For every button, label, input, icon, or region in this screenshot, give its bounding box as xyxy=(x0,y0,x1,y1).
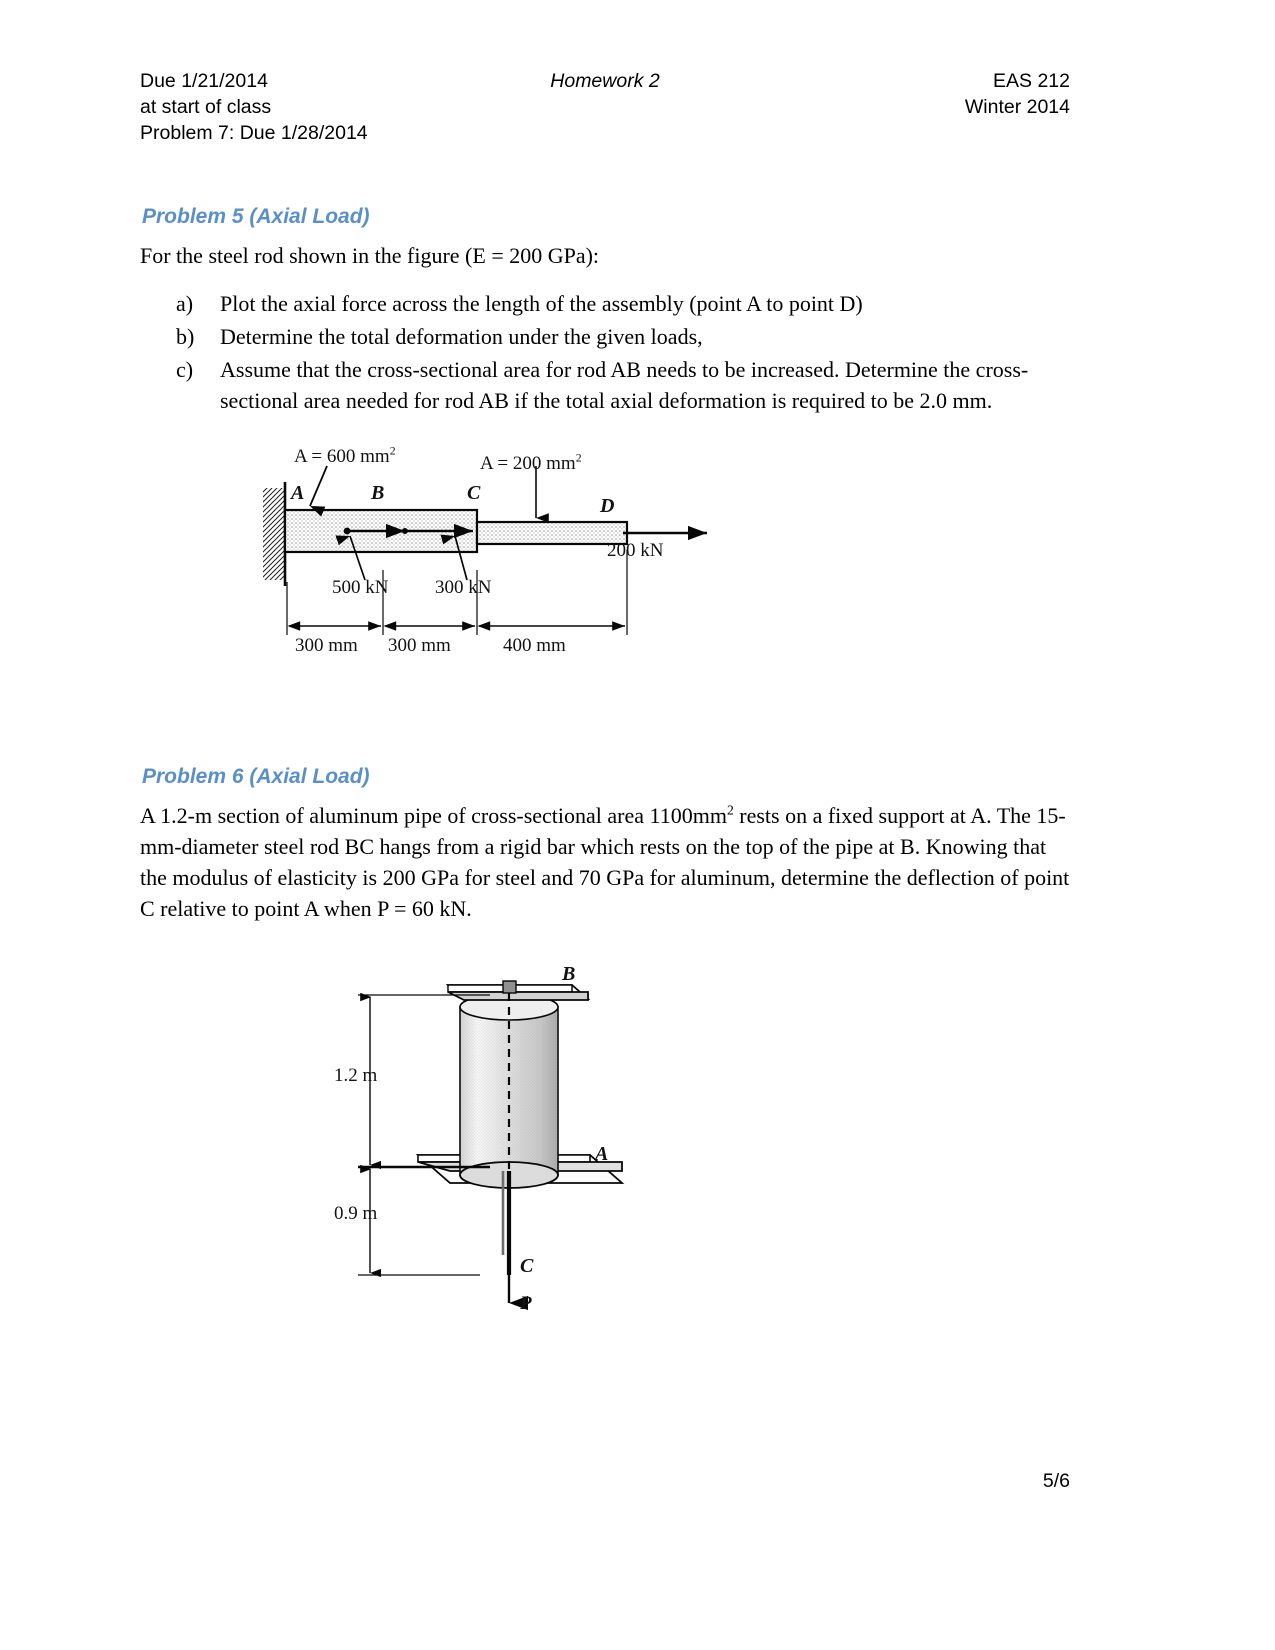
header-row-2 xyxy=(140,94,1070,120)
load-label-300kn: 300 kN xyxy=(435,577,492,598)
point-label-a: A xyxy=(291,482,305,504)
problem-6-figure xyxy=(334,955,760,1315)
due-time-line: at start of class xyxy=(140,96,272,118)
list-marker: b) xyxy=(176,324,195,349)
dim-label-cd: 400 mm xyxy=(503,635,566,656)
header-row-1 xyxy=(140,68,1070,94)
list-marker: a) xyxy=(176,291,194,316)
point-label-b: B xyxy=(371,482,385,504)
list-item-text: Determine the total deformation under the given loads, xyxy=(220,324,703,349)
problem-6-heading: Problem 6 (Axial Load) xyxy=(142,765,370,788)
list-item xyxy=(176,288,1070,319)
due-date-line: Due 1/21/2014 xyxy=(140,70,268,92)
problem-6-body-part1: A 1.2-m section of aluminum pipe of cross-sectional area 1100mm xyxy=(140,803,727,828)
area-left-text: A = 600 mm xyxy=(294,446,390,467)
homework-title: Homework 2 xyxy=(550,70,660,92)
area-right-text: A = 200 mm xyxy=(480,453,576,474)
dim-label-0p9m: 0.9 m xyxy=(334,1203,378,1224)
pipe-rod-diagram-svg xyxy=(340,955,760,1315)
area-left-exponent: 2 xyxy=(389,444,396,458)
list-marker: c) xyxy=(176,357,194,382)
problem-5-list xyxy=(176,288,1070,418)
load-label-p: P xyxy=(520,1293,532,1314)
problem-6-body-part2: rests on a fixed support at A. The 15-mm-diameter steel rod BC hangs from a rigid bar which rests on the top of the pipe at B. Knowing that the modulus of elasticity is 200 GPa for steel and 70 GPa for aluminum, determine the deflection of point C relative to point A when P = 60 kN. xyxy=(140,803,1070,921)
term-label: Winter 2014 xyxy=(964,96,1070,118)
header-row-3 xyxy=(140,120,1070,146)
load-label-500kn: 500 kN xyxy=(332,577,389,598)
point-label-a: A xyxy=(595,1143,609,1165)
list-item xyxy=(176,321,1070,352)
page-content xyxy=(140,0,1070,1650)
area-left-label xyxy=(294,446,396,468)
dim-label-1p2m: 1.2 m xyxy=(334,1065,378,1086)
course-code: EAS 212 xyxy=(993,70,1070,92)
area-right-label xyxy=(480,453,582,475)
point-label-b: B xyxy=(562,963,576,985)
problem-6-body xyxy=(140,800,1070,924)
point-label-d: D xyxy=(600,495,615,517)
page-header xyxy=(140,68,1070,146)
list-item-text: Assume that the cross-sectional area for rod AB needs to be increased. Determine the cross-sectional area needed for rod AB if the total axial deformation is required to be 2.0 mm. xyxy=(220,357,1029,413)
problem-5-heading: Problem 5 (Axial Load) xyxy=(142,205,370,228)
dim-label-ab: 300 mm xyxy=(295,635,358,656)
problem-6-body-exponent: 2 xyxy=(726,802,734,818)
point-label-c: C xyxy=(520,1255,534,1277)
problem-5-figure xyxy=(255,430,755,670)
list-item xyxy=(176,354,1070,416)
point-label-c: C xyxy=(467,482,481,504)
page-number: 5/6 xyxy=(1042,1470,1070,1492)
load-label-200kn: 200 kN xyxy=(607,540,664,561)
list-item-text: Plot the axial force across the length of the assembly (point A to point D) xyxy=(220,291,863,316)
problem-5-intro: For the steel rod shown in the figure (E = 200 GPa): xyxy=(140,243,600,268)
dim-label-bc: 300 mm xyxy=(388,635,451,656)
problem7-due-line: Problem 7: Due 1/28/2014 xyxy=(140,122,368,144)
area-right-exponent: 2 xyxy=(575,451,582,465)
